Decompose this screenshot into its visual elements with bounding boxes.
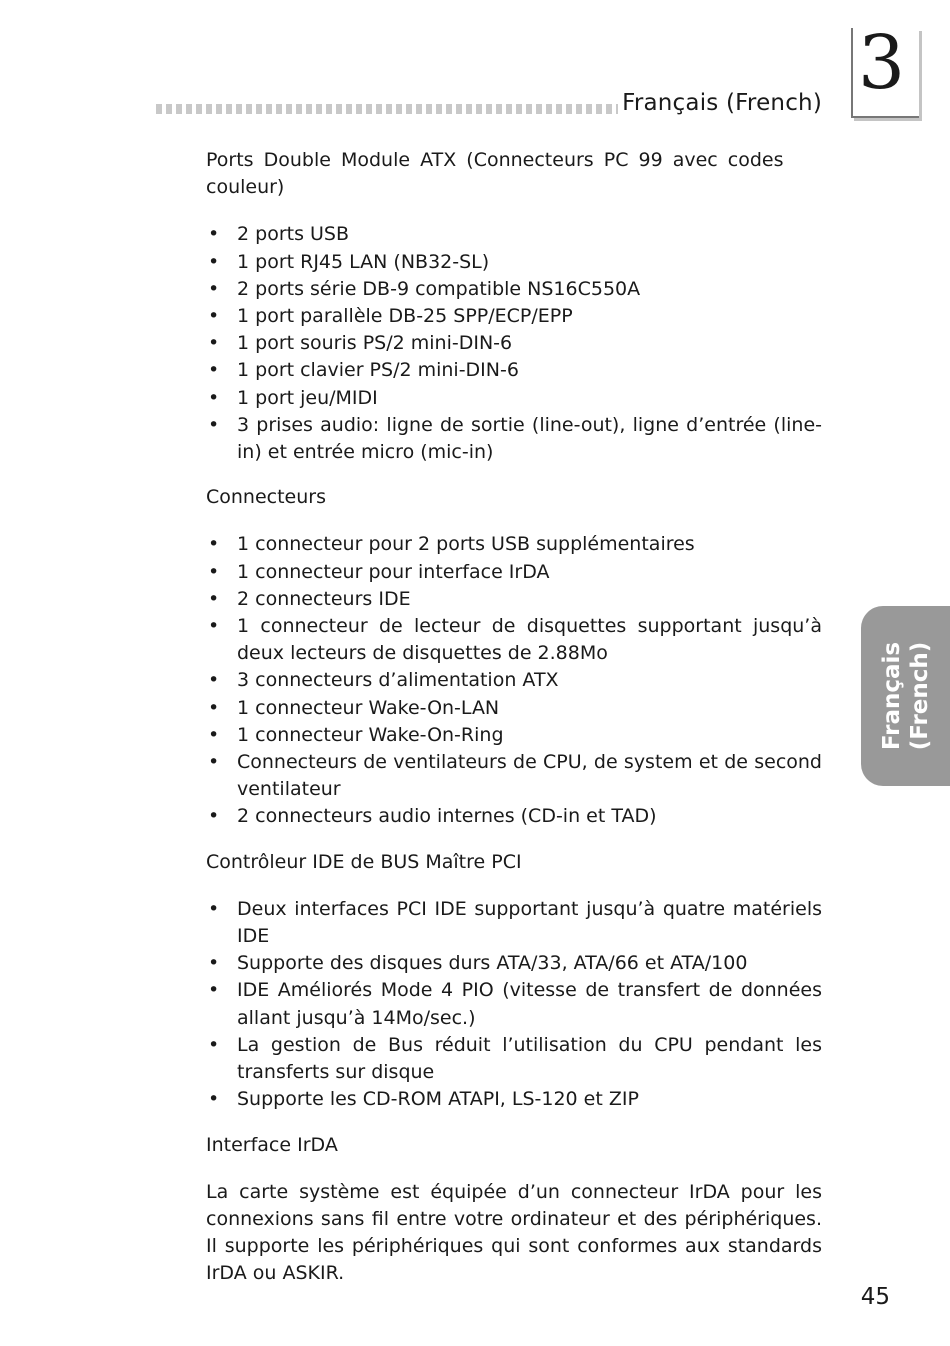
section-heading-ports: Ports Double Module ATX (Connecteurs PC 99 avec codes couleur) xyxy=(206,149,784,199)
side-tab-line-2: (French) xyxy=(906,641,933,751)
list-item: • 1 connecteur Wake-On-LAN xyxy=(206,695,822,722)
list-item: • 1 connecteur pour interface IrDA xyxy=(206,559,822,586)
language-side-tab xyxy=(861,606,950,786)
ide-list xyxy=(206,896,822,1114)
list-item: • Deux interfaces PCI IDE supportant jusqu’à quatre matériels IDE xyxy=(206,896,822,950)
list-item: • IDE Améliorés Mode 4 PIO (vitesse de transfert de données allant jusqu’à 14Mo/sec.) xyxy=(206,977,822,1031)
list-item: • 1 port souris PS/2 mini-DIN-6 xyxy=(206,330,822,357)
list-item: • 1 connecteur pour 2 ports USB supplémentaires xyxy=(206,531,822,558)
side-tab-line-1: Français xyxy=(878,641,905,751)
chapter-number: 3 xyxy=(858,20,906,106)
list-item: • 3 prises audio: ligne de sortie (line-out), ligne d’entrée (line-in) et entrée micro (mic-in) xyxy=(206,412,822,466)
page-number: 45 xyxy=(860,1284,890,1310)
list-item: • Supporte les CD-ROM ATAPI, LS-120 et ZIP xyxy=(206,1086,822,1113)
list-item: • 1 port clavier PS/2 mini-DIN-6 xyxy=(206,357,822,384)
page-content xyxy=(206,147,822,1288)
list-item: • 1 port parallèle DB-25 SPP/ECP/EPP xyxy=(206,303,822,330)
list-item: • 2 ports série DB-9 compatible NS16C550A xyxy=(206,276,822,303)
running-header-title: Français (French) xyxy=(622,90,822,116)
list-item: • 2 ports USB xyxy=(206,221,822,248)
ports-list xyxy=(206,221,822,466)
list-item: • Supporte des disques durs ATA/33, ATA/66 et ATA/100 xyxy=(206,950,822,977)
list-item: • 1 connecteur de lecteur de disquettes supportant jusqu’à deux lecteurs de disquettes de 2.88Mo xyxy=(206,613,822,667)
list-item: • La gestion de Bus réduit l’utilisation du CPU pendant les transferts sur disque xyxy=(206,1032,822,1086)
list-item: • Connecteurs de ventilateurs de CPU, de system et de second ventilateur xyxy=(206,749,822,803)
irda-paragraph: La carte système est équipée d’un connecteur IrDA pour les connexions sans fil entre votre ordinateur et des périphériques. Il supporte les périphériques qui sont conformes aux standards IrDA ou ASKIR. xyxy=(206,1180,822,1285)
list-item: • 1 connecteur Wake-On-Ring xyxy=(206,722,822,749)
list-item: • 2 connecteurs audio internes (CD-in et TAD) xyxy=(206,803,822,830)
section-heading-ide: Contrôleur IDE de BUS Maître PCI xyxy=(206,850,522,873)
section-heading-irda: Interface IrDA xyxy=(206,1133,338,1156)
list-item: • 1 port jeu/MIDI xyxy=(206,385,822,412)
list-item: • 2 connecteurs IDE xyxy=(206,586,822,613)
side-tab-label xyxy=(878,642,934,751)
header-dot-rule xyxy=(156,104,618,114)
connectors-list xyxy=(206,531,822,830)
list-item: • 3 connecteurs d’alimentation ATX xyxy=(206,667,822,694)
section-heading-connectors: Connecteurs xyxy=(206,486,327,509)
list-item: • 1 port RJ45 LAN (NB32-SL) xyxy=(206,249,822,276)
